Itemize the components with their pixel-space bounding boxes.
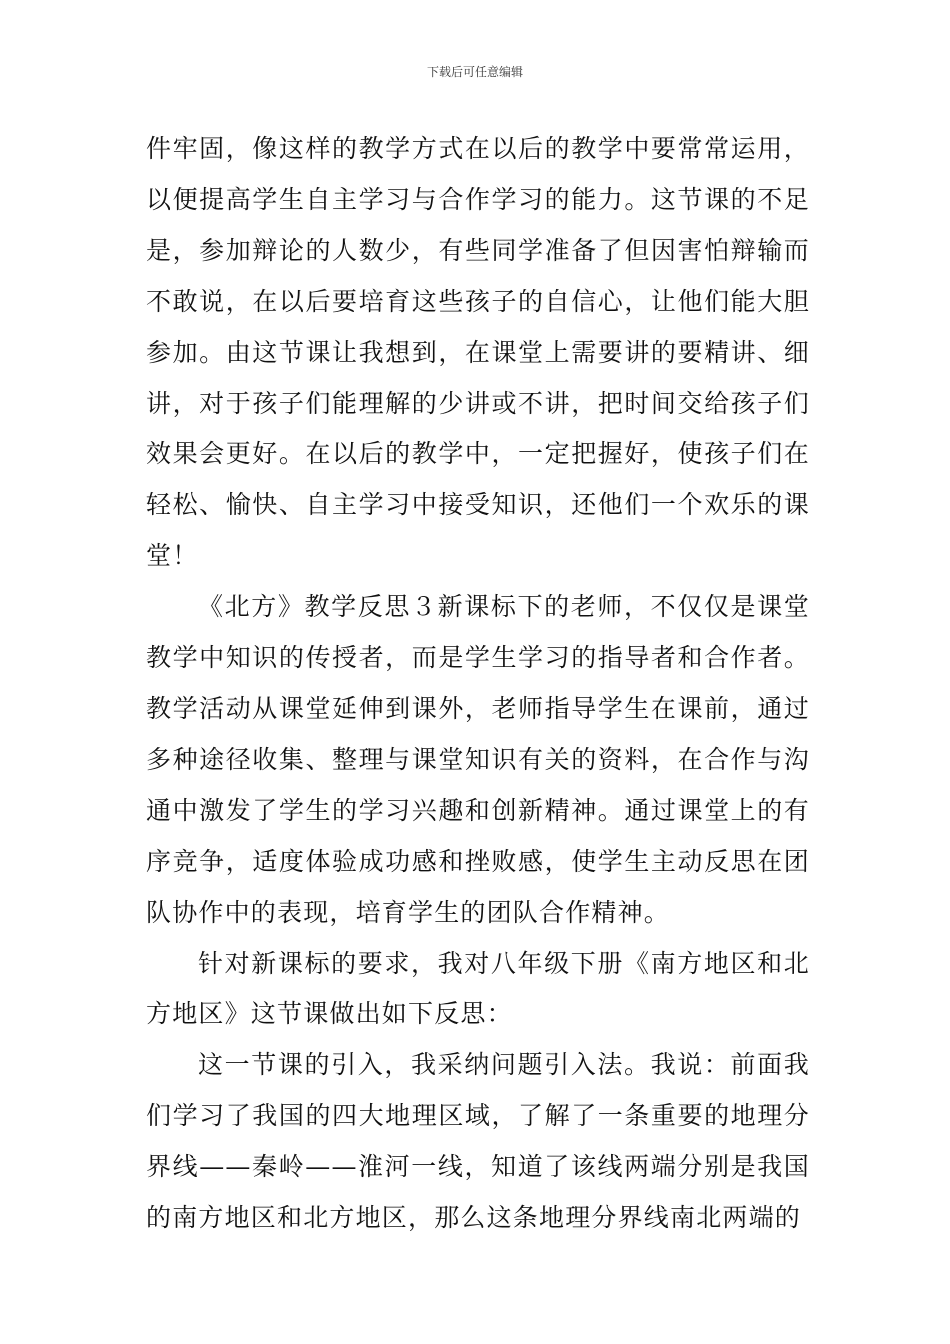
- paragraph-reflection-3: 《北方》教学反思３新课标下的老师，不仅仅是课堂教学中知识的传授者，而是学生学习的指导者和合作者。教学活动从课堂延伸到课外，老师指导学生在课前，通过多种途径收集、整理与课堂知识有关的资料，在合作与沟通中激发了学生的学习兴趣和创新精神。通过课堂上的有序竞争，适度体验成功感和挫败感，使学生主动反思在团队协作中的表现，培育学生的团队合作精神。: [146, 592, 810, 927]
- paragraph-lesson-intro: 这一节课的引入，我采纳问题引入法。我说：前面我们学习了我国的四大地理区域，了解了一条重要的地理分界线——秦岭——淮河一线，知道了该线两端分别是我国的南方地区和北方地区，那么这条地理分界线南北两端的: [146, 1050, 810, 1233]
- paragraph-continuation: 件牢固，像这样的教学方式在以后的教学中要常常运用，以便提高学生自主学习与合作学习的能力。这节课的不足是，参加辩论的人数少，有些同学准备了但因害怕辩输而不敢说，在以后要培育这些孩子的自信心，让他们能大胆参加。由这节课让我想到，在课堂上需要讲的要精讲、细讲，对于孩子们能理解的少讲或不讲，把时间交给孩子们效果会更好。在以后的教学中，一定把握好，使孩子们在轻松、愉快、自主学习中接受知识，还他们一个欢乐的课堂！: [146, 134, 810, 571]
- page-header-note: 下载后可任意编辑: [426, 65, 523, 79]
- paragraph-new-curriculum: 针对新课标的要求，我对八年级下册《南方地区和北方地区》这节课做出如下反思：: [146, 948, 810, 1029]
- document-body: [146, 124, 810, 1244]
